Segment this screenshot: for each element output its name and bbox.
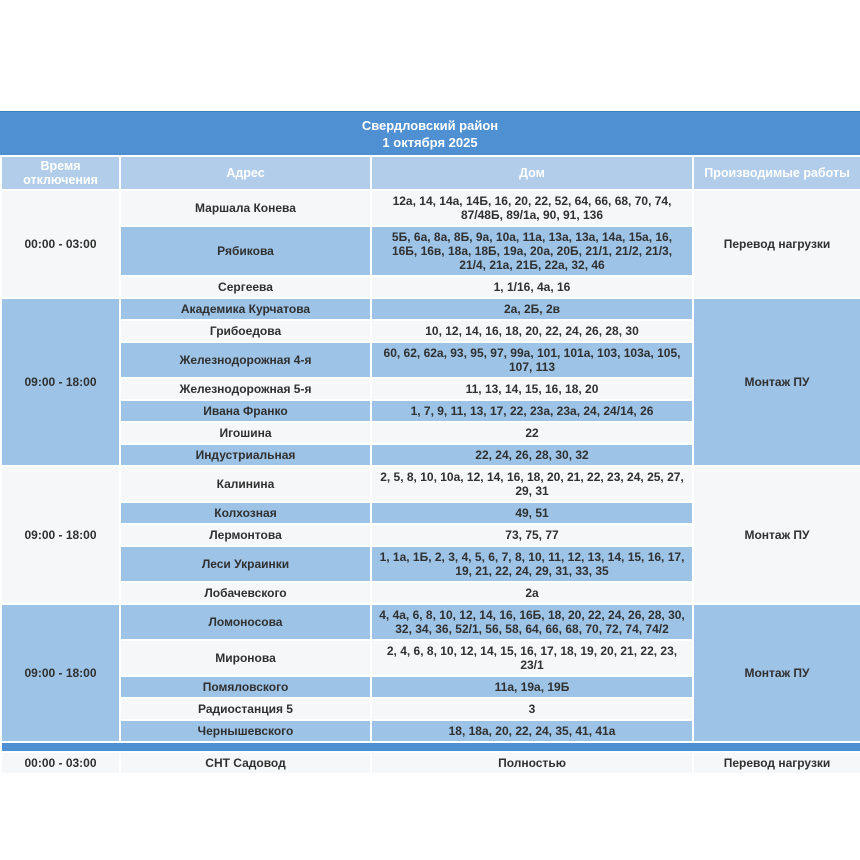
- house-cell: 11, 13, 14, 15, 16, 18, 20: [372, 379, 692, 399]
- house-cell: 2а, 2Б, 2в: [372, 299, 692, 319]
- house-cell: 3: [372, 699, 692, 719]
- date-title: 1 октября 2025: [382, 134, 478, 150]
- time-cell: 09:00 - 18:00: [2, 605, 119, 741]
- house-cell: 22: [372, 423, 692, 443]
- schedule-row: [2, 753, 860, 773]
- house-cell: 12а, 14, 14а, 14Б, 16, 20, 22, 52, 64, 66, 68, 70, 74, 87/48Б, 89/1а, 90, 91, 136: [372, 191, 692, 225]
- schedule-row: [2, 299, 860, 319]
- address-cell: СНТ Садовод: [121, 753, 370, 773]
- house-cell: 2а: [372, 583, 692, 603]
- address-cell: Игошина: [121, 423, 370, 443]
- column-header-row: [2, 157, 860, 189]
- address-cell: Радиостанция 5: [121, 699, 370, 719]
- house-cell: 1, 1а, 1Б, 2, 3, 4, 5, 6, 7, 8, 10, 11, 12, 13, 14, 15, 16, 17, 19, 21, 22, 24, 29, 31, 33, 35: [372, 547, 692, 581]
- address-cell: Чернышевского: [121, 721, 370, 741]
- house-cell: 73, 75, 77: [372, 525, 692, 545]
- group-separator-bar: [2, 743, 860, 751]
- schedule-row: [2, 605, 860, 639]
- work-cell: Монтаж ПУ: [694, 299, 860, 465]
- address-cell: Лобачевского: [121, 583, 370, 603]
- house-cell: 49, 51: [372, 503, 692, 523]
- work-cell: Монтаж ПУ: [694, 605, 860, 741]
- house-cell: 2, 4, 6, 8, 10, 12, 14, 15, 16, 17, 18, 19, 20, 21, 22, 23, 23/1: [372, 641, 692, 675]
- address-cell: Помяловского: [121, 677, 370, 697]
- address-cell: Леси Украинки: [121, 547, 370, 581]
- table-title-header: [0, 111, 860, 155]
- district-title: Свердловский район: [361, 117, 499, 133]
- outage-schedule-table: [0, 155, 860, 775]
- address-cell: Сергеева: [121, 277, 370, 297]
- column-header-address: Адрес: [121, 157, 370, 189]
- house-cell: 60, 62, 62а, 93, 95, 97, 99а, 101, 101а, 103, 103а, 105, 107, 113: [372, 343, 692, 377]
- time-cell: 09:00 - 18:00: [2, 299, 119, 465]
- house-cell: 1, 7, 9, 11, 13, 17, 22, 23а, 23а, 24, 24/14, 26: [372, 401, 692, 421]
- work-cell: Перевод нагрузки: [694, 753, 860, 773]
- group-separator-row: [2, 743, 860, 751]
- address-cell: Миронова: [121, 641, 370, 675]
- time-cell: 09:00 - 18:00: [2, 467, 119, 603]
- address-cell: Академика Курчатова: [121, 299, 370, 319]
- outage-table-wrap: [0, 111, 860, 775]
- address-cell: Грибоедова: [121, 321, 370, 341]
- address-cell: Ломоносова: [121, 605, 370, 639]
- address-cell: Ивана Франко: [121, 401, 370, 421]
- time-cell: 00:00 - 03:00: [2, 753, 119, 773]
- address-cell: Колхозная: [121, 503, 370, 523]
- house-cell: 5Б, 6а, 8а, 8Б, 9а, 10а, 11а, 13а, 13а, 14а, 15а, 16, 16Б, 16в, 18а, 18Б, 19а, 20а, 20Б, 21/1, 21/2, 21/3, 21/4, 21а, 21Б, 22а, 32, 46: [372, 227, 692, 275]
- house-cell: Полностью: [372, 753, 692, 773]
- address-cell: Рябикова: [121, 227, 370, 275]
- work-cell: Перевод нагрузки: [694, 191, 860, 297]
- address-cell: Железнодорожная 5-я: [121, 379, 370, 399]
- house-cell: 18, 18а, 20, 22, 24, 35, 41, 41а: [372, 721, 692, 741]
- house-cell: 2, 5, 8, 10, 10а, 12, 14, 16, 18, 20, 21, 22, 23, 24, 25, 27, 29, 31: [372, 467, 692, 501]
- column-header-work: Производимые работы: [694, 157, 860, 189]
- schedule-table-body: [2, 191, 860, 773]
- house-cell: 10, 12, 14, 16, 18, 20, 22, 24, 26, 28, 30: [372, 321, 692, 341]
- column-header-time: Время отключения: [2, 157, 119, 189]
- schedule-row: [2, 467, 860, 501]
- address-cell: Маршала Конева: [121, 191, 370, 225]
- address-cell: Индустриальная: [121, 445, 370, 465]
- column-header-house: Дом: [372, 157, 692, 189]
- address-cell: Железнодорожная 4-я: [121, 343, 370, 377]
- house-cell: 1, 1/16, 4а, 16: [372, 277, 692, 297]
- house-cell: 11а, 19а, 19Б: [372, 677, 692, 697]
- time-cell: 00:00 - 03:00: [2, 191, 119, 297]
- address-cell: Лермонтова: [121, 525, 370, 545]
- address-cell: Калинина: [121, 467, 370, 501]
- work-cell: Монтаж ПУ: [694, 467, 860, 603]
- house-cell: 22, 24, 26, 28, 30, 32: [372, 445, 692, 465]
- house-cell: 4, 4а, 6, 8, 10, 12, 14, 16, 16Б, 18, 20, 22, 24, 26, 28, 30, 32, 34, 36, 52/1, 56, 58, 64, 66, 68, 70, 72, 74, 74/2: [372, 605, 692, 639]
- schedule-row: [2, 191, 860, 225]
